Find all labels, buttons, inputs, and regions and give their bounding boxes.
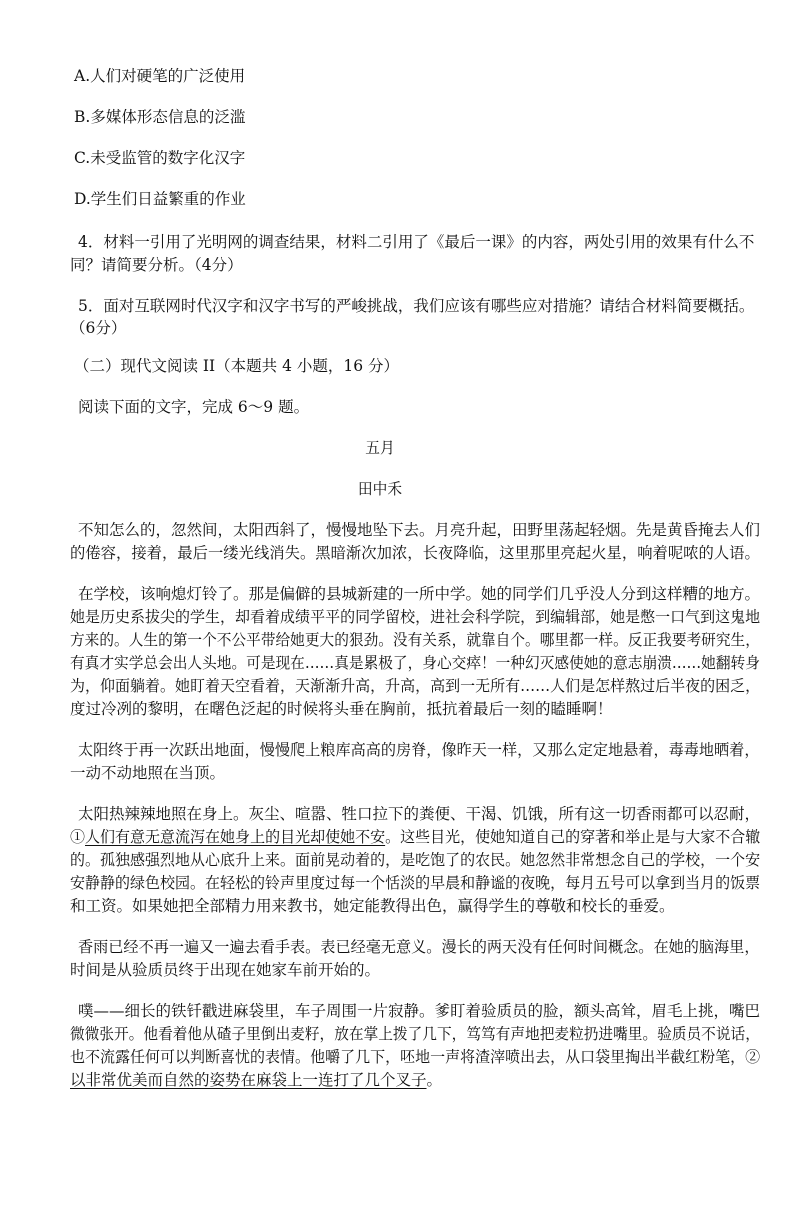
question-5-line-1: 5．面对互联网时代汉字和汉字书写的严峻挑战，我们应该有哪些应对措施？请结合材料简要概括。: [78, 297, 755, 315]
paragraph-4-line: 的。孤独感强烈地从心底升上来。面前晃动着的，是吃饱了的农民。她忽然非常想念自己的学校，一个安: [70, 851, 761, 869]
paragraph-3-line: 一动不动地照在当顶。: [70, 764, 226, 782]
paragraph-6-end: 。: [426, 1071, 443, 1089]
paragraph-6-line-underlined: [70, 1070, 442, 1090]
paragraph-6-line: 噗——细长的铁钎戳进麻袋里，车子周围一片寂静。爹盯着验质员的脸，额头高耸，眉毛上挑，嘴巴: [78, 1002, 761, 1020]
option-c: C.未受监管的数字化汉字: [74, 149, 246, 167]
section-heading: （二）现代文阅读 II（本题共 4 小题，16 分）: [74, 357, 400, 375]
question-5-line-2: （6分）: [70, 319, 127, 337]
paragraph-5-line: 香雨已经不再一遍又一遍去看手表。表已经毫无意义。漫长的两天没有任何时间概念。在她的脑海里，: [78, 938, 760, 956]
paragraph-3-line: 太阳终于再一次跃出地面，慢慢爬上粮库高高的房脊，像昨天一样，又那么定定地悬着，毒毒地晒着，: [78, 741, 760, 759]
paragraph-5-line: 时间是从验质员终于出现在她家车前开始的。: [70, 961, 381, 979]
paragraph-1-line: 不知怎么的，忽然间，太阳西斜了，慢慢地坠下去。月亮升起，田野里荡起轻烟。先是黄昏掩去人们: [78, 521, 761, 539]
paragraph-2-line: 有真才实学总会出人头地。可是现在……真是累极了，身心交瘁！一种幻灭感使她的意志崩溃……她翻转身: [70, 654, 760, 672]
paragraph-2-line: 度过冷冽的黎明，在曙色泛起的时候将头垂在胸前，抵抗着最后一刻的瞌睡啊！: [70, 700, 613, 718]
paragraph-4-line: 太阳热辣辣地照在身上。灰尘、喧嚣、牲口拉下的粪便、干渴、饥饿，所有这一切香雨都可以忍耐，: [78, 805, 761, 823]
marker-1: ①: [70, 828, 86, 846]
paragraph-2-line: 在学校，该响熄灯铃了。那是偏僻的县城新建的一所中学。她的同学们几乎没人分到这样糟的地方。: [78, 585, 761, 603]
paragraph-4-line: 和工资。如果她把全部精力用来教书，她定能教得出色，赢得学生的尊敬和校长的垂爱。: [70, 897, 675, 915]
underlined-sentence-1: 人们有意无意流泻在她身上的目光却使她不安: [85, 828, 386, 846]
paragraph-2-line: 她是历史系拔尖的学生，却看着成绩平平的同学留校，进社会科学院，到编辑部，她是憋一口气到这鬼地: [70, 608, 761, 626]
paragraph-1-line: 的倦容，接着，最后一缕光线消失。黑暗渐次加浓，长夜降临，这里那里亮起火星，响着呢哝的人语。: [70, 544, 760, 562]
paragraph-2-line: 方来的。人生的第一个不公平带给她更大的狠劲。没有关系，就靠自个。哪里都一样。反正我要考研究生，: [70, 631, 760, 649]
paragraph-4-line-underlined: [70, 827, 760, 847]
option-d: D.学生们日益繁重的作业: [74, 190, 246, 208]
story-title: 五月: [365, 439, 395, 457]
paragraph-6-line: 也不流露任何可以判断喜忧的表情。他嚼了几下，呸地一声将渣滓喷出去，从口袋里掏出半截红粉笔，②: [70, 1048, 761, 1066]
paragraph-6-line: 微微张开。他看着他从碴子里倒出麦籽，放在掌上拨了几下，笃笃有声地把麦粒扔进嘴里。验质员不说话，: [70, 1025, 760, 1043]
paragraph-2-line: 为，仰面躺着。她盯着天空看着，天渐渐升高，升高，高到一无所有……人们是怎样熬过后半夜的困乏，: [70, 677, 761, 695]
story-author: 田中禾: [357, 480, 403, 498]
underlined-sentence-2: 以非常优美而自然的姿势在麻袋上一连打了几个叉子: [70, 1071, 427, 1089]
reading-instruction: 阅读下面的文字，完成 6～9 题。: [78, 398, 310, 416]
option-a: A.人们对硬笔的广泛使用: [74, 67, 246, 85]
question-4-line-2: 同？请简要分析。（4分）: [70, 256, 243, 274]
question-4-line-1: 4．材料一引用了光明网的调查结果，材料二引用了《最后一课》的内容，两处引用的效果有什么不: [78, 233, 755, 251]
paragraph-4-line-rest: 。这些目光，使她知道自己的穿著和举止是与大家不合辙: [385, 828, 761, 846]
option-b: B.多媒体形态信息的泛滥: [74, 108, 246, 126]
paragraph-4-line: 安静静的绿色校园。在轻松的铃声里度过每一个恬淡的早晨和静谧的夜晚，每月五号可以拿到当月的饭票: [70, 874, 761, 892]
